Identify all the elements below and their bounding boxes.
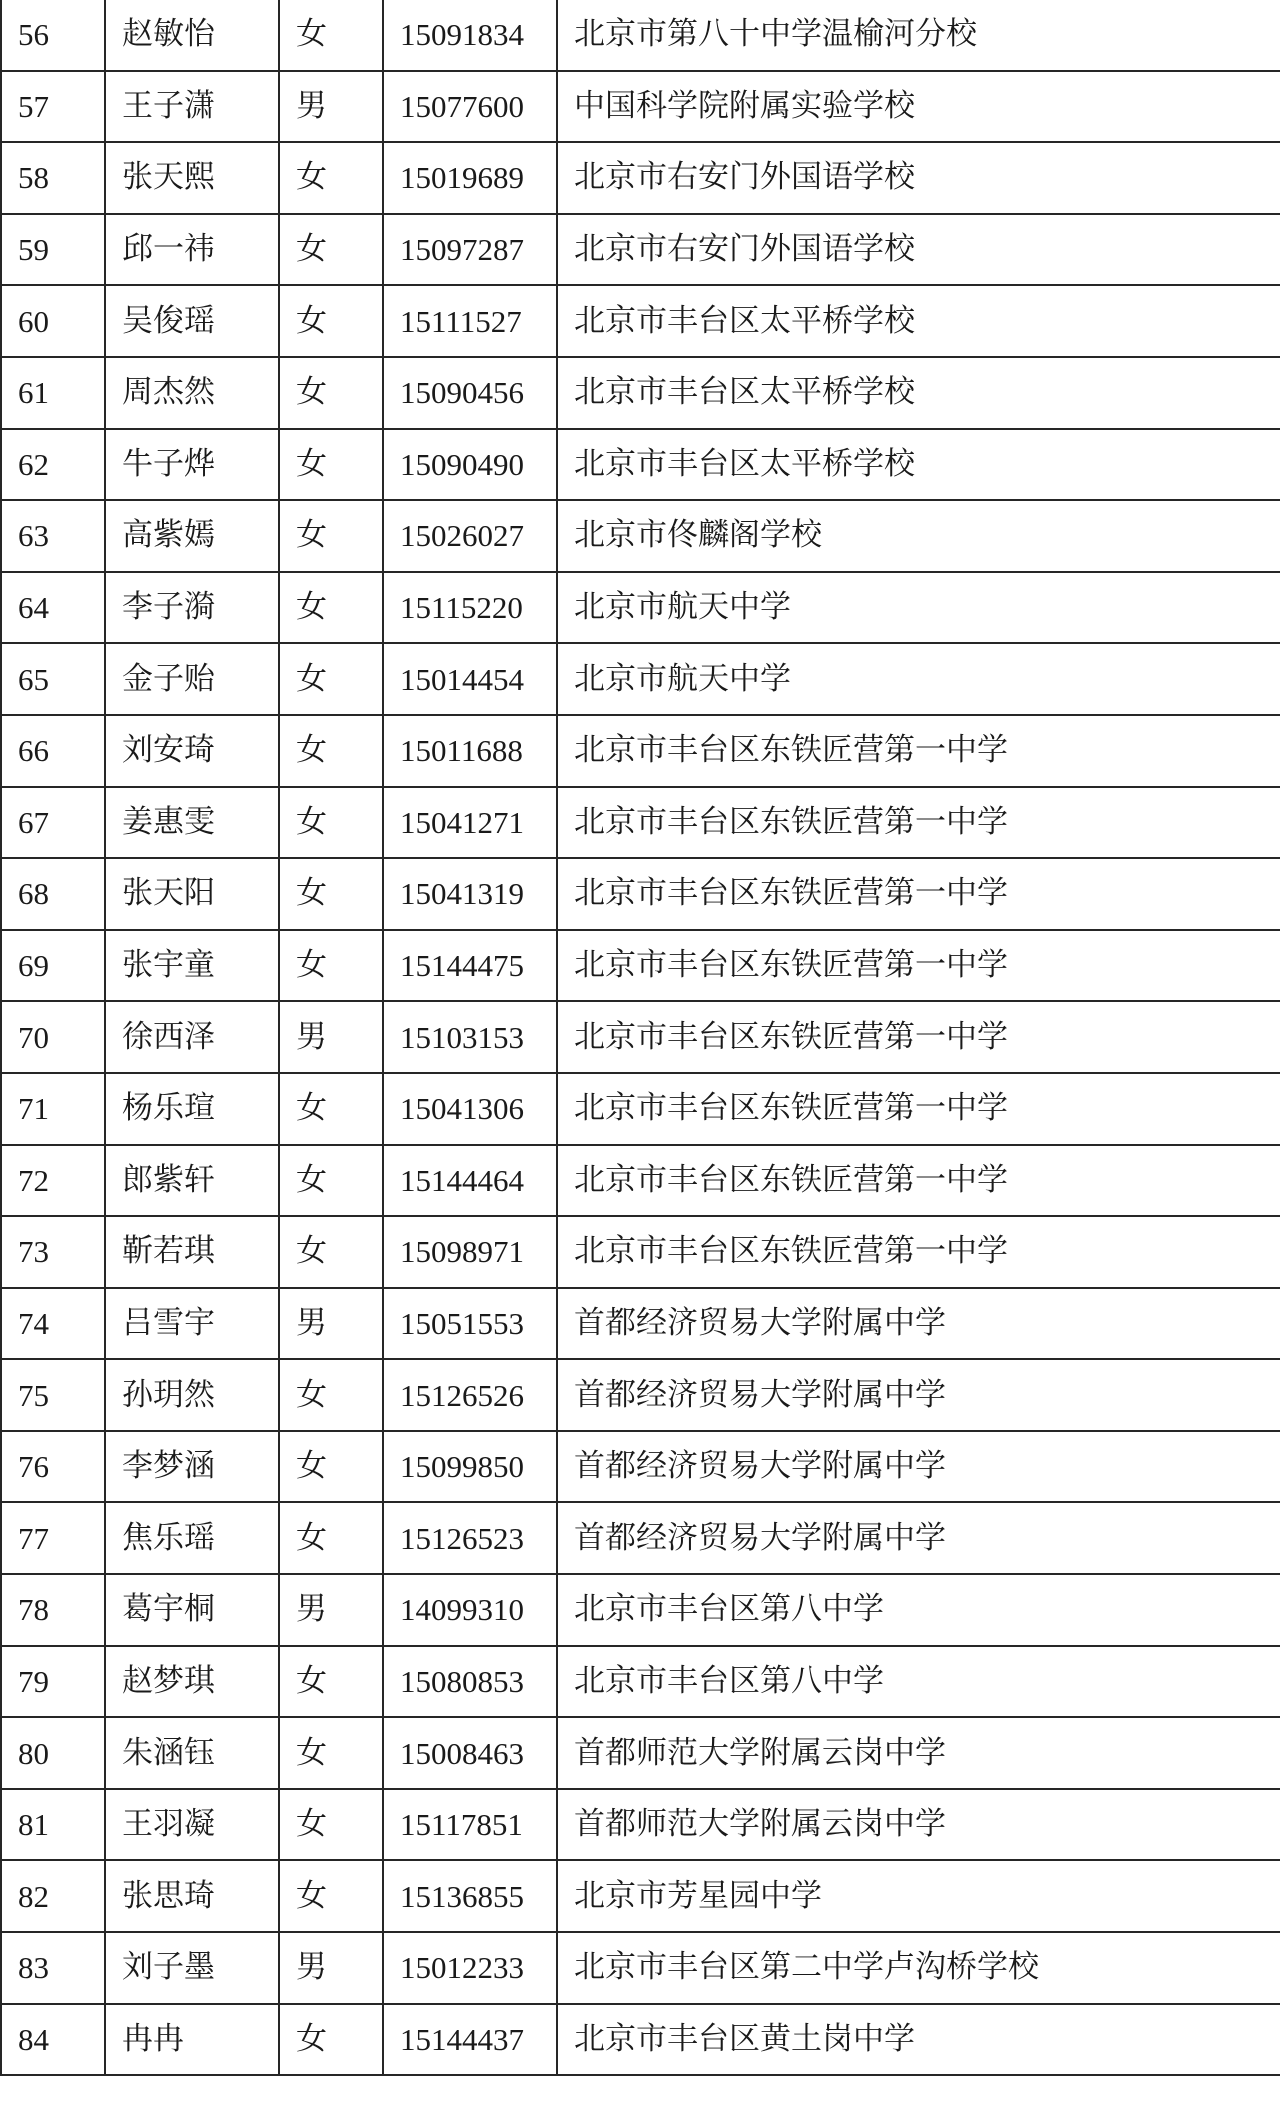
gender-cell: 女 bbox=[279, 858, 383, 930]
school-name-cell: 北京市丰台区黄土岗中学 bbox=[557, 2004, 1280, 2076]
gender-cell: 女 bbox=[279, 1073, 383, 1145]
student-id-cell: 15011688 bbox=[383, 715, 557, 787]
school-name-cell: 首都经济贸易大学附属中学 bbox=[557, 1502, 1280, 1574]
gender-cell: 女 bbox=[279, 500, 383, 572]
student-id-cell: 15126523 bbox=[383, 1502, 557, 1574]
row-number-cell: 81 bbox=[1, 1789, 105, 1861]
row-number-cell: 62 bbox=[1, 429, 105, 501]
school-name-cell: 北京市丰台区第八中学 bbox=[557, 1646, 1280, 1718]
gender-cell: 女 bbox=[279, 787, 383, 859]
student-id-cell: 15090490 bbox=[383, 429, 557, 501]
gender-cell: 女 bbox=[279, 1216, 383, 1288]
school-name-cell: 首都师范大学附属云岗中学 bbox=[557, 1789, 1280, 1861]
student-id-cell: 15041319 bbox=[383, 858, 557, 930]
student-id-cell: 15041306 bbox=[383, 1073, 557, 1145]
gender-cell: 男 bbox=[279, 1932, 383, 2004]
student-id-cell: 15014454 bbox=[383, 643, 557, 715]
gender-cell: 女 bbox=[279, 1359, 383, 1431]
gender-cell: 女 bbox=[279, 1789, 383, 1861]
student-name-cell: 邱一祎 bbox=[105, 214, 279, 286]
table-row bbox=[1, 142, 1280, 214]
student-id-cell: 15080853 bbox=[383, 1646, 557, 1718]
student-name-cell: 焦乐瑶 bbox=[105, 1502, 279, 1574]
student-name-cell: 吕雪宇 bbox=[105, 1288, 279, 1360]
school-name-cell: 北京市丰台区东铁匠营第一中学 bbox=[557, 858, 1280, 930]
school-name-cell: 首都经济贸易大学附属中学 bbox=[557, 1359, 1280, 1431]
student-id-cell: 15091834 bbox=[383, 0, 557, 71]
table-row bbox=[1, 1646, 1280, 1718]
gender-cell: 女 bbox=[279, 715, 383, 787]
student-name-cell: 赵敏怡 bbox=[105, 0, 279, 71]
table-row bbox=[1, 1145, 1280, 1217]
table-row bbox=[1, 1288, 1280, 1360]
gender-cell: 女 bbox=[279, 1717, 383, 1789]
table-row bbox=[1, 1502, 1280, 1574]
school-name-cell: 北京市丰台区第二中学卢沟桥学校 bbox=[557, 1932, 1280, 2004]
student-name-cell: 杨乐瑄 bbox=[105, 1073, 279, 1145]
row-number-cell: 69 bbox=[1, 930, 105, 1002]
student-name-cell: 李梦涵 bbox=[105, 1431, 279, 1503]
row-number-cell: 73 bbox=[1, 1216, 105, 1288]
gender-cell: 女 bbox=[279, 643, 383, 715]
row-number-cell: 60 bbox=[1, 285, 105, 357]
gender-cell: 女 bbox=[279, 357, 383, 429]
gender-cell: 女 bbox=[279, 214, 383, 286]
row-number-cell: 84 bbox=[1, 2004, 105, 2076]
school-name-cell: 北京市丰台区东铁匠营第一中学 bbox=[557, 715, 1280, 787]
row-number-cell: 56 bbox=[1, 0, 105, 71]
student-id-cell: 15019689 bbox=[383, 142, 557, 214]
table-row bbox=[1, 1216, 1280, 1288]
row-number-cell: 63 bbox=[1, 500, 105, 572]
gender-cell: 女 bbox=[279, 1502, 383, 1574]
school-name-cell: 北京市右安门外国语学校 bbox=[557, 214, 1280, 286]
student-name-cell: 冉冉 bbox=[105, 2004, 279, 2076]
gender-cell: 女 bbox=[279, 1431, 383, 1503]
school-name-cell: 北京市丰台区第八中学 bbox=[557, 1574, 1280, 1646]
school-name-cell: 北京市丰台区太平桥学校 bbox=[557, 429, 1280, 501]
table-row bbox=[1, 357, 1280, 429]
school-name-cell: 北京市丰台区东铁匠营第一中学 bbox=[557, 1001, 1280, 1073]
table-row bbox=[1, 715, 1280, 787]
school-name-cell: 北京市航天中学 bbox=[557, 643, 1280, 715]
school-name-cell: 首都经济贸易大学附属中学 bbox=[557, 1288, 1280, 1360]
table-row bbox=[1, 858, 1280, 930]
table-row bbox=[1, 500, 1280, 572]
student-name-cell: 靳若琪 bbox=[105, 1216, 279, 1288]
table-row bbox=[1, 1860, 1280, 1932]
school-name-cell: 北京市丰台区太平桥学校 bbox=[557, 285, 1280, 357]
student-name-cell: 李子漪 bbox=[105, 572, 279, 644]
student-name-cell: 姜惠雯 bbox=[105, 787, 279, 859]
row-number-cell: 61 bbox=[1, 357, 105, 429]
student-name-cell: 牛子烨 bbox=[105, 429, 279, 501]
student-id-cell: 15090456 bbox=[383, 357, 557, 429]
table-row bbox=[1, 71, 1280, 143]
row-number-cell: 70 bbox=[1, 1001, 105, 1073]
row-number-cell: 76 bbox=[1, 1431, 105, 1503]
table-row bbox=[1, 1574, 1280, 1646]
gender-cell: 女 bbox=[279, 142, 383, 214]
school-name-cell: 北京市丰台区东铁匠营第一中学 bbox=[557, 1145, 1280, 1217]
student-name-cell: 张思琦 bbox=[105, 1860, 279, 1932]
gender-cell: 女 bbox=[279, 1145, 383, 1217]
table-row bbox=[1, 643, 1280, 715]
table-row bbox=[1, 930, 1280, 1002]
row-number-cell: 74 bbox=[1, 1288, 105, 1360]
student-id-cell: 15144437 bbox=[383, 2004, 557, 2076]
student-name-cell: 徐西泽 bbox=[105, 1001, 279, 1073]
student-id-cell: 14099310 bbox=[383, 1574, 557, 1646]
school-name-cell: 北京市第八十中学温榆河分校 bbox=[557, 0, 1280, 71]
student-name-cell: 刘安琦 bbox=[105, 715, 279, 787]
student-name-cell: 高紫嫣 bbox=[105, 500, 279, 572]
student-id-cell: 15097287 bbox=[383, 214, 557, 286]
student-id-cell: 15117851 bbox=[383, 1789, 557, 1861]
student-id-cell: 15103153 bbox=[383, 1001, 557, 1073]
school-name-cell: 北京市丰台区东铁匠营第一中学 bbox=[557, 930, 1280, 1002]
table-row bbox=[1, 214, 1280, 286]
row-number-cell: 80 bbox=[1, 1717, 105, 1789]
row-number-cell: 82 bbox=[1, 1860, 105, 1932]
student-id-cell: 15026027 bbox=[383, 500, 557, 572]
student-id-cell: 15041271 bbox=[383, 787, 557, 859]
table-row bbox=[1, 787, 1280, 859]
row-number-cell: 67 bbox=[1, 787, 105, 859]
table-row bbox=[1, 1359, 1280, 1431]
school-name-cell: 北京市右安门外国语学校 bbox=[557, 142, 1280, 214]
student-id-cell: 15126526 bbox=[383, 1359, 557, 1431]
gender-cell: 女 bbox=[279, 285, 383, 357]
table-row bbox=[1, 1431, 1280, 1503]
student-id-cell: 15144475 bbox=[383, 930, 557, 1002]
school-name-cell: 北京市丰台区东铁匠营第一中学 bbox=[557, 787, 1280, 859]
table-row bbox=[1, 572, 1280, 644]
row-number-cell: 66 bbox=[1, 715, 105, 787]
school-name-cell: 北京市丰台区东铁匠营第一中学 bbox=[557, 1073, 1280, 1145]
row-number-cell: 75 bbox=[1, 1359, 105, 1431]
table-row bbox=[1, 1717, 1280, 1789]
table-row bbox=[1, 429, 1280, 501]
row-number-cell: 57 bbox=[1, 71, 105, 143]
student-name-cell: 金子贻 bbox=[105, 643, 279, 715]
student-name-cell: 吴俊瑶 bbox=[105, 285, 279, 357]
table-row bbox=[1, 1073, 1280, 1145]
student-name-cell: 郎紫轩 bbox=[105, 1145, 279, 1217]
row-number-cell: 83 bbox=[1, 1932, 105, 2004]
gender-cell: 女 bbox=[279, 429, 383, 501]
gender-cell: 男 bbox=[279, 1001, 383, 1073]
student-id-cell: 15136855 bbox=[383, 1860, 557, 1932]
row-number-cell: 79 bbox=[1, 1646, 105, 1718]
school-name-cell: 北京市丰台区太平桥学校 bbox=[557, 357, 1280, 429]
school-name-cell: 北京市佟麟阁学校 bbox=[557, 500, 1280, 572]
gender-cell: 男 bbox=[279, 71, 383, 143]
school-name-cell: 北京市芳星园中学 bbox=[557, 1860, 1280, 1932]
student-name-cell: 葛宇桐 bbox=[105, 1574, 279, 1646]
row-number-cell: 64 bbox=[1, 572, 105, 644]
row-number-cell: 71 bbox=[1, 1073, 105, 1145]
gender-cell: 女 bbox=[279, 1860, 383, 1932]
student-name-cell: 朱涵钰 bbox=[105, 1717, 279, 1789]
student-id-cell: 15099850 bbox=[383, 1431, 557, 1503]
row-number-cell: 72 bbox=[1, 1145, 105, 1217]
student-id-cell: 15144464 bbox=[383, 1145, 557, 1217]
roster-table-body bbox=[1, 0, 1280, 2075]
school-name-cell: 北京市丰台区东铁匠营第一中学 bbox=[557, 1216, 1280, 1288]
student-id-cell: 15098971 bbox=[383, 1216, 557, 1288]
row-number-cell: 78 bbox=[1, 1574, 105, 1646]
student-name-cell: 张天阳 bbox=[105, 858, 279, 930]
student-name-cell: 张宇童 bbox=[105, 930, 279, 1002]
student-name-cell: 王子潇 bbox=[105, 71, 279, 143]
student-name-cell: 王羽凝 bbox=[105, 1789, 279, 1861]
school-name-cell: 首都师范大学附属云岗中学 bbox=[557, 1717, 1280, 1789]
gender-cell: 女 bbox=[279, 1646, 383, 1718]
row-number-cell: 68 bbox=[1, 858, 105, 930]
gender-cell: 女 bbox=[279, 572, 383, 644]
table-row bbox=[1, 0, 1280, 71]
student-name-cell: 赵梦琪 bbox=[105, 1646, 279, 1718]
gender-cell: 男 bbox=[279, 1288, 383, 1360]
student-id-cell: 15008463 bbox=[383, 1717, 557, 1789]
gender-cell: 女 bbox=[279, 0, 383, 71]
table-row bbox=[1, 2004, 1280, 2076]
school-name-cell: 北京市航天中学 bbox=[557, 572, 1280, 644]
gender-cell: 男 bbox=[279, 1574, 383, 1646]
row-number-cell: 59 bbox=[1, 214, 105, 286]
gender-cell: 女 bbox=[279, 930, 383, 1002]
school-name-cell: 首都经济贸易大学附属中学 bbox=[557, 1431, 1280, 1503]
student-name-cell: 孙玥然 bbox=[105, 1359, 279, 1431]
student-id-cell: 15012233 bbox=[383, 1932, 557, 2004]
row-number-cell: 77 bbox=[1, 1502, 105, 1574]
row-number-cell: 58 bbox=[1, 142, 105, 214]
table-row bbox=[1, 285, 1280, 357]
gender-cell: 女 bbox=[279, 2004, 383, 2076]
table-row bbox=[1, 1001, 1280, 1073]
student-name-cell: 刘子墨 bbox=[105, 1932, 279, 2004]
student-name-cell: 张天熙 bbox=[105, 142, 279, 214]
student-id-cell: 15051553 bbox=[383, 1288, 557, 1360]
school-name-cell: 中国科学院附属实验学校 bbox=[557, 71, 1280, 143]
student-id-cell: 15115220 bbox=[383, 572, 557, 644]
table-row bbox=[1, 1789, 1280, 1861]
student-id-cell: 15111527 bbox=[383, 285, 557, 357]
student-id-cell: 15077600 bbox=[383, 71, 557, 143]
student-name-cell: 周杰然 bbox=[105, 357, 279, 429]
row-number-cell: 65 bbox=[1, 643, 105, 715]
table-row bbox=[1, 1932, 1280, 2004]
